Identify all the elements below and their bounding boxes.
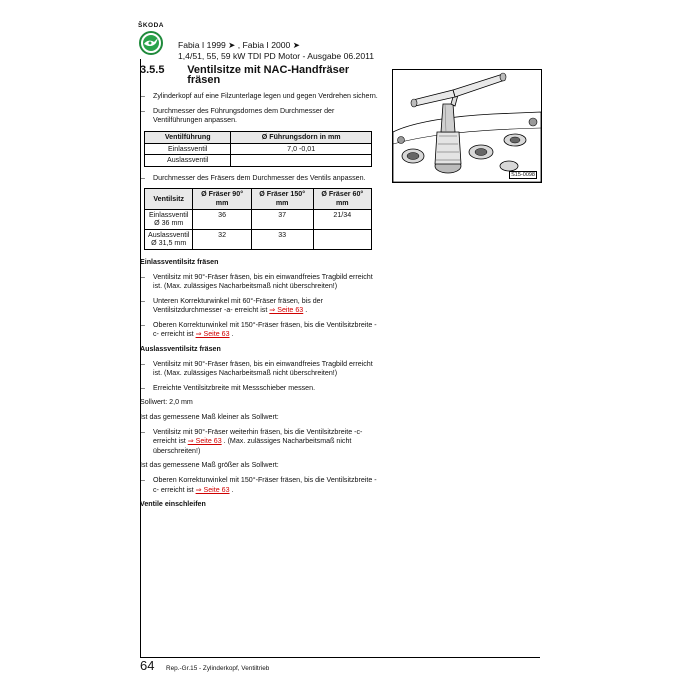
section-heading bbox=[140, 66, 382, 85]
table-row bbox=[145, 229, 372, 249]
footer-chapter: Rep.-Gr.15 - Zylinderkopf, Ventiltrieb bbox=[166, 665, 270, 672]
dash-marker: – bbox=[141, 92, 145, 101]
step-text-end: . bbox=[303, 306, 308, 315]
page-number: 64 bbox=[140, 658, 155, 673]
condition-smaller: Ist das gemessene Maß kleiner als Sollwert: bbox=[140, 413, 279, 422]
table-cell bbox=[231, 155, 372, 167]
dash-marker: – bbox=[141, 476, 145, 484]
main-content bbox=[140, 66, 382, 515]
step-text: Ventilsitz mit 90°-Fräser fräsen, bis ein einwandfreies Tragbild erreicht ist. (Max. zulässiges Nacharbeitsmaß nicht überschreiten!) bbox=[153, 359, 373, 378]
section-number: 3.5.5 bbox=[140, 64, 165, 76]
dash-marker: – bbox=[141, 296, 145, 305]
subheading-lapping: Ventile einschleifen bbox=[140, 500, 206, 509]
footer-rule bbox=[140, 657, 540, 658]
table-cell: 7,0 -0,01 bbox=[231, 143, 372, 155]
step-text: Zylinderkopf auf eine Filzunterlage legen und gegen Verdrehen sichern. bbox=[153, 92, 378, 101]
step-text: Durchmesser des Fräsers dem Durchmesser des Ventils anpassen. bbox=[153, 173, 366, 182]
table-row bbox=[145, 155, 372, 167]
table-header-row bbox=[145, 131, 372, 143]
step-text: Oberen Korrekturwinkel mit 150°-Fräser fräsen, bis die Ventilsitzbreite -c- erreicht ist bbox=[153, 476, 377, 494]
table-cell: Einlassventil bbox=[145, 143, 231, 155]
valve-name: Einlassventil bbox=[148, 210, 189, 219]
subheading-inlet: Einlassventilsitz fräsen bbox=[140, 257, 219, 266]
column-header: Ventilführung bbox=[145, 131, 231, 143]
dash-marker: – bbox=[141, 106, 145, 115]
figure-label: S15-0098 bbox=[511, 172, 535, 178]
step-text: Ventilsitz mit 90°-Fräser fräsen, bis ein einwandfreies Tragbild erreicht ist. (Max. zulässiges Nacharbeitsmaß nicht überschreiten!) bbox=[153, 272, 373, 291]
column-header: Ø Fräser 90° mm bbox=[193, 189, 251, 209]
valve-name: Auslassventil bbox=[148, 230, 190, 239]
step-text: Durchmesser des Führungsdornes dem Durchmesser der Ventilführungen anpassen. bbox=[153, 106, 335, 125]
guide-pin-table bbox=[144, 131, 372, 167]
step-item bbox=[140, 321, 382, 340]
step-item bbox=[140, 476, 382, 495]
table-cell bbox=[313, 229, 371, 249]
condition-larger: Ist das gemessene Maß größer als Sollwert: bbox=[140, 461, 279, 470]
step-item bbox=[140, 273, 382, 292]
table-cell: Auslassventil bbox=[145, 155, 231, 167]
page-link[interactable]: ⇒ Seite 63 bbox=[195, 485, 230, 494]
step-item bbox=[140, 107, 382, 126]
cylinder-head-cutter-icon bbox=[393, 70, 541, 182]
step-text: Erreichte Ventilsitzbreite mit Messschieber messen. bbox=[153, 383, 316, 392]
table-cell: 37 bbox=[251, 209, 313, 229]
brand-name: ŠKODA bbox=[138, 22, 164, 29]
target-value: Sollwert: 2,0 mm bbox=[140, 398, 193, 407]
step-text: Ventilsitz mit 90°-Fräser weiterhin fräsen, bis die Ventilsitzbreite -c- erreicht ist bbox=[153, 427, 363, 446]
step-text-end: . bbox=[229, 330, 234, 339]
dash-marker: – bbox=[141, 359, 145, 368]
valve-diameter: Ø 31,5 mm bbox=[151, 239, 187, 248]
dash-marker: – bbox=[141, 272, 145, 281]
dash-marker: – bbox=[141, 383, 145, 392]
page-link[interactable]: ⇒ Seite 63 bbox=[195, 330, 230, 339]
page-link[interactable]: ⇒ Seite 63 bbox=[187, 437, 222, 446]
step-item bbox=[140, 384, 382, 394]
page-link[interactable]: ⇒ Seite 63 bbox=[269, 306, 304, 315]
table-cell: 33 bbox=[251, 229, 313, 249]
column-header: Ø Fräser 60° mm bbox=[313, 189, 371, 209]
dash-marker: – bbox=[141, 173, 145, 182]
column-header: Ventilsitz bbox=[145, 189, 193, 209]
step-item bbox=[140, 174, 382, 184]
step-text-end: . bbox=[229, 485, 234, 494]
table-cell: 21/34 bbox=[313, 209, 371, 229]
skoda-logo bbox=[134, 22, 168, 55]
table-cell bbox=[145, 209, 193, 229]
step-item bbox=[140, 360, 382, 379]
step-item bbox=[140, 428, 382, 457]
column-header: Ø Fräser 150° mm bbox=[251, 189, 313, 209]
dash-marker: – bbox=[141, 427, 145, 436]
dash-marker: – bbox=[141, 320, 145, 329]
column-header: Ø Führungsdorn in mm bbox=[231, 131, 372, 143]
table-cell: 36 bbox=[193, 209, 251, 229]
step-text: Unteren Korrekturwinkel mit 60°-Fräser fräsen, bis der Ventilsitzdurchmesser -a- erreicht ist bbox=[153, 296, 323, 315]
table-cell bbox=[145, 229, 193, 249]
cutter-table bbox=[144, 188, 372, 250]
step-text: Oberen Korrekturwinkel mit 150°-Fräser fräsen, bis die Ventilsitzbreite -c- erreicht ist bbox=[153, 320, 377, 339]
table-cell: 32 bbox=[193, 229, 251, 249]
step-text-end: . (Max. zulässiges Nacharbeitsmaß nicht überschreiten!) bbox=[153, 437, 352, 455]
valve-seat-cutter-illustration bbox=[392, 69, 542, 183]
section-title: Ventilsitze mit NAC-Handfräser fräsen bbox=[187, 64, 350, 86]
table-row bbox=[145, 209, 372, 229]
subheading-exhaust: Auslassventilsitz fräsen bbox=[140, 345, 221, 354]
table-row bbox=[145, 143, 372, 155]
skoda-emblem-icon bbox=[137, 31, 165, 55]
valve-diameter: Ø 36 mm bbox=[154, 219, 184, 228]
header-model-line: Fabia I 1999 ➤ , Fabia I 2000 ➤ bbox=[178, 40, 300, 50]
header-engine-line: 1,4/51, 55, 59 kW TDI PD Motor - Ausgabe 06.2011 bbox=[178, 51, 375, 61]
step-item bbox=[140, 297, 382, 316]
table-header-row bbox=[145, 189, 372, 209]
step-item bbox=[140, 92, 382, 102]
